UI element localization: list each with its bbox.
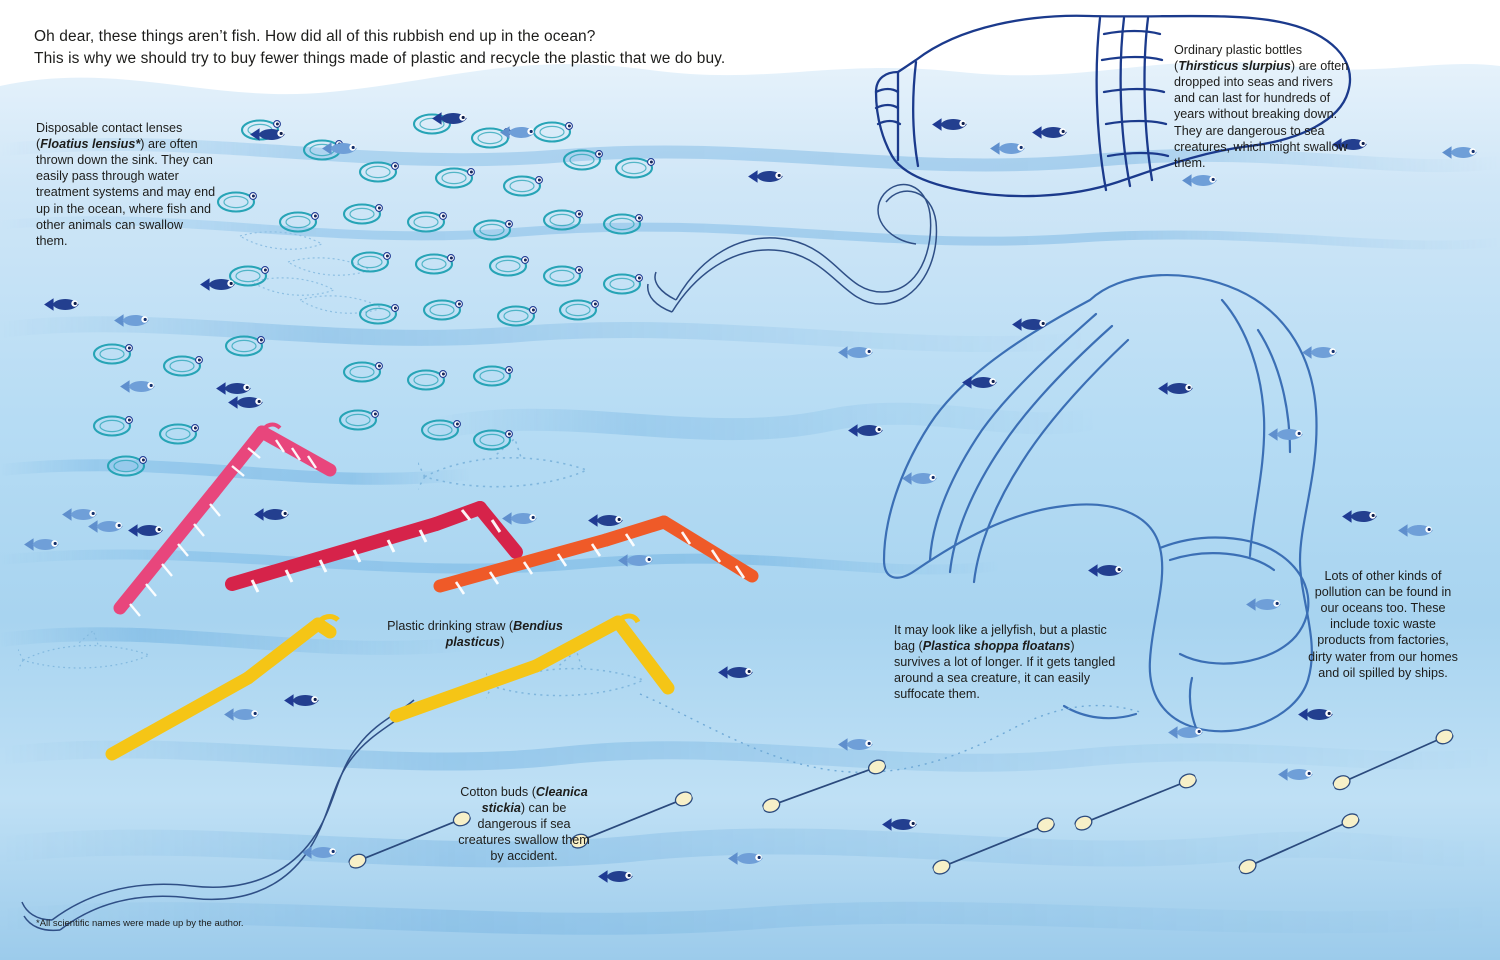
caption-text-before: Disposable contact lenses ( (36, 121, 183, 152)
sea-body (0, 62, 1500, 960)
scientific-name: Bendius plasticus (445, 619, 563, 650)
intro-text (34, 26, 934, 71)
intro-line-2: This is why we should try to buy fewer things made of plastic and recycle the plastic that we do buy. (34, 50, 726, 68)
scientific-name: Plastica shoppa floatans (922, 639, 1071, 654)
caption-text-before: Plastic drinking straw ( (387, 619, 514, 633)
caption-text-after: ) are often thrown down the sink. They can easily pass through water treatment systems and may end up in the ocean, where fish and other animals can swallow them. (36, 137, 216, 248)
caption-text-after: Lots of other kinds of pollution can be found in our oceans too. These include toxic waste products from factories, dirty water from our homes and oil spilled by ships. (1308, 569, 1458, 680)
caption-text-after: ) survives a lot of longer. If it gets tangled around a sea creature, it can easily suffocate them. (894, 639, 1116, 702)
caption-text-after: ) (500, 635, 505, 650)
caption-other-pollution (1308, 568, 1458, 681)
scientific-name: Thirsticus slurpius (1178, 59, 1291, 74)
intro-line-1: Oh dear, these things aren’t fish. How did all of this rubbish end up in the ocean? (34, 28, 596, 45)
caption-plastic-bottles (1174, 42, 1352, 171)
caption-contact-lenses (36, 120, 216, 249)
caption-plastic-bag (894, 622, 1122, 703)
caption-drinking-straw (380, 618, 570, 650)
caption-text-before: Cotton buds ( (460, 785, 536, 799)
caption-text-before: Ordinary plastic bottles ( (1174, 43, 1303, 74)
caption-text-before: It may look like a jellyfish, but a plastic bag ( (894, 623, 1107, 654)
caption-text-after: ) can be dangerous if sea creatures swallow them by accident. (458, 801, 590, 864)
scientific-name: Cleanica stickia (481, 785, 588, 816)
scientific-name: Floatius lensius* (40, 137, 141, 152)
footnote: *All scientific names were made up by the author. (36, 918, 244, 929)
caption-text-after: ) are often dropped into seas and rivers and can last for hundreds of years without breaking down. They are dangerous to sea creatures, which might swallow them. (1174, 59, 1349, 170)
caption-cotton-buds (452, 784, 596, 865)
